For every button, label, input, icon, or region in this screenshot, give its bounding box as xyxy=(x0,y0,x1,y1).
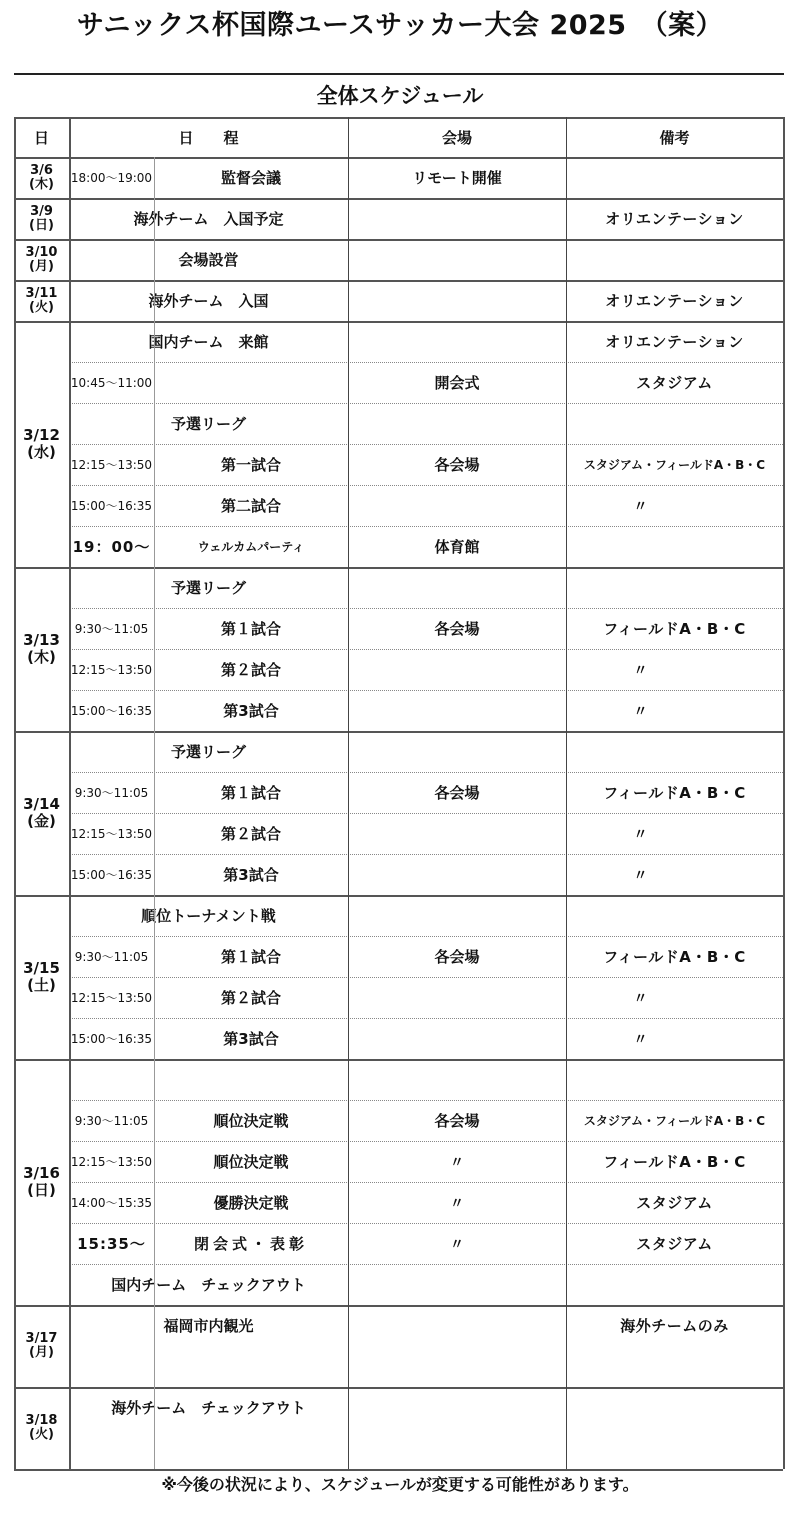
column-divider xyxy=(348,117,349,157)
column-divider xyxy=(348,239,349,280)
note-cell: 〃 xyxy=(633,703,648,720)
event-cell: 第２試合 xyxy=(220,661,281,679)
time-cell: 9:30〜11:05 xyxy=(74,786,149,800)
event-cell: 第3試合 xyxy=(223,1030,279,1048)
column-divider xyxy=(566,1387,567,1469)
note-cell: フィールドA・B・C xyxy=(603,1153,746,1171)
time-cell: 15:35〜 xyxy=(77,1235,146,1253)
time-cell: 12:15〜13:50 xyxy=(70,458,153,472)
event-cell: 第二試合 xyxy=(220,497,281,515)
day-date-cell: 3/13 (木) xyxy=(23,631,60,666)
column-divider xyxy=(154,1059,155,1305)
schedule-subtitle: 全体スケジュール xyxy=(316,84,484,108)
day-date-cell: 3/16 (日) xyxy=(23,1164,60,1199)
column-divider xyxy=(566,280,567,321)
time-cell: 9:30〜11:05 xyxy=(74,950,149,964)
note-cell: オリエンテーション xyxy=(605,210,744,228)
column-divider xyxy=(566,1305,567,1387)
column-divider xyxy=(566,239,567,280)
column-divider xyxy=(566,157,567,198)
column-divider xyxy=(566,117,567,157)
event-cell: 会場設営 xyxy=(178,251,239,269)
column-divider xyxy=(154,567,155,731)
event-cell: 海外チーム 入国予定 xyxy=(133,210,284,228)
column-divider xyxy=(348,1059,349,1305)
note-cell: 〃 xyxy=(633,662,648,679)
header-venue: 会場 xyxy=(441,128,472,147)
column-divider xyxy=(348,567,349,731)
column-divider xyxy=(566,1059,567,1305)
column-divider xyxy=(14,117,16,1469)
venue-cell: 体育館 xyxy=(434,538,480,556)
header-date: 日 xyxy=(33,128,49,147)
column-divider xyxy=(566,198,567,239)
venue-cell: 各会場 xyxy=(434,456,480,474)
event-cell: 国内チーム チェックアウト xyxy=(111,1276,306,1294)
note-cell: スタジアム・フィールドA・B・C xyxy=(583,1114,766,1128)
event-cell: 海外チーム 入国 xyxy=(148,292,269,310)
footer-note: ※今後の状況により、スケジュールが変更する可能性があります。 xyxy=(161,1475,639,1494)
venue-cell: 〃 xyxy=(450,1195,464,1212)
column-divider xyxy=(348,1387,349,1469)
note-cell: 〃 xyxy=(633,826,648,843)
note-cell: フィールドA・B・C xyxy=(603,784,746,802)
note-cell: オリエンテーション xyxy=(605,292,744,310)
column-divider xyxy=(154,239,155,280)
note-cell: フィールドA・B・C xyxy=(603,620,746,638)
event-cell: 第１試合 xyxy=(220,784,281,802)
header-program: 日 程 xyxy=(178,128,239,147)
column-divider xyxy=(69,117,71,1469)
note-cell: スタジアム・フィールドA・B・C xyxy=(583,458,766,472)
note-cell: スタジアム xyxy=(636,1235,713,1253)
event-cell: 閉会式・表彰 xyxy=(193,1235,308,1253)
day-date-cell: 3/9 (日) xyxy=(29,203,54,233)
time-cell: 15:00〜16:35 xyxy=(70,704,153,718)
time-cell: 18:00〜19:00 xyxy=(70,171,153,185)
time-cell: 12:15〜13:50 xyxy=(70,663,153,677)
event-cell: 順位トーナメント戦 xyxy=(141,907,276,925)
column-divider xyxy=(154,157,155,198)
time-cell: 19：00〜 xyxy=(72,538,151,556)
day-date-cell: 3/6 (木) xyxy=(29,162,54,192)
venue-cell: 各会場 xyxy=(434,1112,480,1130)
event-cell: 国内チーム 来館 xyxy=(148,333,269,351)
column-divider xyxy=(154,731,155,895)
event-cell: 順位決定戦 xyxy=(213,1112,289,1130)
column-divider xyxy=(566,567,567,731)
time-cell: 14:00〜15:35 xyxy=(70,1196,153,1210)
note-cell: 〃 xyxy=(633,990,648,1007)
row-divider xyxy=(14,117,783,119)
time-cell: 10:45〜11:00 xyxy=(70,376,153,390)
note-cell: スタジアム xyxy=(636,1194,713,1212)
note-cell: 〃 xyxy=(633,1031,648,1048)
time-cell: 12:15〜13:50 xyxy=(70,991,153,1005)
event-cell: 予選リーグ xyxy=(170,415,246,433)
day-date-cell: 3/18 (火) xyxy=(25,1413,58,1442)
day-date-cell: 3/10 (月) xyxy=(25,244,58,274)
event-cell: ウェルカムパーティ xyxy=(197,540,305,554)
row-divider xyxy=(14,1059,783,1061)
note-cell: フィールドA・B・C xyxy=(603,948,746,966)
day-date-cell: 3/14 (金) xyxy=(23,795,60,830)
venue-cell: 開会式 xyxy=(434,374,480,392)
column-divider xyxy=(348,321,349,567)
column-divider xyxy=(154,280,155,321)
event-cell: 予選リーグ xyxy=(170,743,246,761)
time-cell: 15:00〜16:35 xyxy=(70,1032,153,1046)
event-cell: 予選リーグ xyxy=(170,579,246,597)
note-cell: スタジアム xyxy=(636,374,713,392)
time-cell: 12:15〜13:50 xyxy=(70,827,153,841)
event-cell: 福岡市内観光 xyxy=(163,1317,254,1335)
day-date-cell: 3/15 (土) xyxy=(23,959,60,994)
column-divider xyxy=(566,731,567,895)
time-cell: 15:00〜16:35 xyxy=(70,868,153,882)
page-title: サニックス杯国際ユースサッカー大会 2025 （案） xyxy=(76,10,724,41)
column-divider xyxy=(348,280,349,321)
event-cell: 第3試合 xyxy=(223,702,279,720)
column-divider xyxy=(566,321,567,567)
event-cell: 優勝決定戦 xyxy=(213,1194,289,1212)
column-divider xyxy=(154,1387,155,1469)
time-cell: 12:15〜13:50 xyxy=(70,1155,153,1169)
event-cell: 第１試合 xyxy=(220,620,281,638)
note-cell: 〃 xyxy=(633,867,648,884)
header-notes: 備考 xyxy=(659,128,690,147)
event-cell: 第１試合 xyxy=(220,948,281,966)
venue-cell: 各会場 xyxy=(434,784,480,802)
column-divider xyxy=(348,198,349,239)
column-divider xyxy=(783,117,785,1469)
day-date-cell: 3/11 (火) xyxy=(25,285,58,315)
event-cell: 第3試合 xyxy=(223,866,279,884)
row-divider xyxy=(69,1100,783,1101)
column-divider xyxy=(154,198,155,239)
event-cell: 監督会議 xyxy=(220,169,281,187)
column-divider xyxy=(154,1305,155,1387)
venue-cell: 各会場 xyxy=(434,948,480,966)
column-divider xyxy=(348,1305,349,1387)
note-cell: 〃 xyxy=(633,498,648,515)
time-cell: 15:00〜16:35 xyxy=(70,499,153,513)
venue-cell: リモート開催 xyxy=(412,169,502,187)
venue-cell: 〃 xyxy=(450,1236,464,1253)
column-divider xyxy=(348,157,349,198)
venue-cell: 〃 xyxy=(450,1154,464,1171)
day-date-cell: 3/12 (水) xyxy=(23,426,60,461)
column-divider xyxy=(348,731,349,895)
venue-cell: 各会場 xyxy=(434,620,480,638)
note-cell: 海外チームのみ xyxy=(620,1317,729,1335)
column-divider xyxy=(348,895,349,1059)
time-cell: 9:30〜11:05 xyxy=(74,1114,149,1128)
note-cell: オリエンテーション xyxy=(605,333,744,351)
column-divider xyxy=(154,895,155,1059)
event-cell: 順位決定戦 xyxy=(213,1153,289,1171)
event-cell: 海外チーム チェックアウト xyxy=(111,1399,306,1417)
event-cell: 第２試合 xyxy=(220,989,281,1007)
column-divider xyxy=(566,895,567,1059)
event-cell: 第一試合 xyxy=(220,456,281,474)
day-date-cell: 3/17 (月) xyxy=(25,1331,58,1360)
event-cell: 第２試合 xyxy=(220,825,281,843)
column-divider xyxy=(154,321,155,567)
time-cell: 9:30〜11:05 xyxy=(74,622,149,636)
